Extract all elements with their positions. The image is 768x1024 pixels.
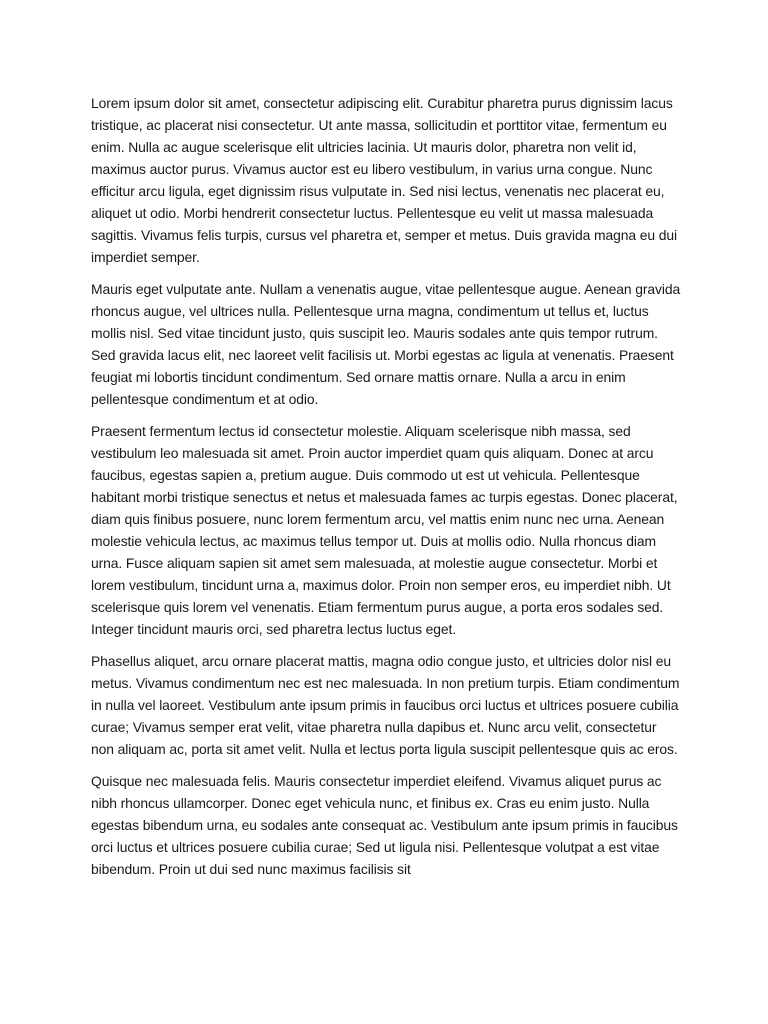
document-body [91,92,681,890]
paragraph-4: Phasellus aliquet, arcu ornare placerat mattis, magna odio congue justo, et ultricies dolor nisl eu metus. Vivamus condimentum nec est nec malesuada. In non pretium turpis. Etiam condimentum in nulla vel laoreet. Vestibulum ante ipsum primis in faucibus orci luctus et ultrices posuere cubilia curae; Vivamus semper erat velit, vitae pharetra nulla dapibus et. Nunc arcu velit, consectetur non aliquam ac, porta sit amet velit. Nulla et lectus porta ligula suscipit pellentesque quis ac eros. [91,653,680,757]
paragraph-3: Praesent fermentum lectus id consectetur molestie. Aliquam scelerisque nibh massa, sed vestibulum leo malesuada sit amet. Proin auctor imperdiet quam quis aliquam. Donec at arcu faucibus, egestas sapien a, pretium augue. Duis commodo ut est ut vehicula. Pellentesque habitant morbi tristique senectus et netus et malesuada fames ac turpis egestas. Donec placerat, diam quis finibus posuere, nunc lorem fermentum arcu, vel mattis enim nunc nec urna. Aenean molestie vehicula lectus, ac maximus tellus tempor ut. Duis at mollis odio. Nulla rhoncus diam urna. Fusce aliquam sapien sit amet sem malesuada, at molestie augue consectetur. Morbi et lorem vestibulum, tincidunt urna a, maximus dolor. Proin non semper eros, eu imperdiet nibh. Ut scelerisque quis lorem vel venenatis. Etiam fermentum purus augue, a porta eros sodales sed. Integer tincidunt mauris orci, sed pharetra lectus luctus eget. [91,423,678,637]
paragraph-5: Quisque nec malesuada felis. Mauris consectetur imperdiet eleifend. Vivamus aliquet purus ac nibh rhoncus ullamcorper. Donec eget vehicula nunc, et finibus ex. Cras eu enim justo. Nulla egestas bibendum urna, eu sodales ante consequat ac. Vestibulum ante ipsum primis in faucibus orci luctus et ultrices posuere cubilia curae; Sed ut ligula nisi. Pellentesque volutpat a est vitae bibendum. Proin ut dui sed nunc maximus facilisis sit [91,773,678,877]
paragraph-2: Mauris eget vulputate ante. Nullam a venenatis augue, vitae pellentesque augue. Aenean gravida rhoncus augue, vel ultrices nulla. Pellentesque urna magna, condimentum ut tellus et, luctus mollis nisl. Sed vitae tincidunt justo, quis suscipit leo. Mauris sodales ante quis tempor rutrum. Sed gravida lacus elit, nec laoreet velit facilisis ut. Morbi egestas ac ligula at venenatis. Praesent feugiat mi lobortis tincidunt condimentum. Sed ornare mattis ornare. Nulla a arcu in enim pellentesque condimentum et at odio. [91,281,681,407]
paragraph-1: Lorem ipsum dolor sit amet, consectetur adipiscing elit. Curabitur pharetra purus dignissim lacus tristique, ac placerat nisi consectetur. Ut ante massa, sollicitudin et porttitor vitae, fermentum eu enim. Nulla ac augue scelerisque elit ultricies lacinia. Ut mauris dolor, pharetra non velit id, maximus auctor purus. Vivamus auctor est eu libero vestibulum, in varius urna congue. Nunc efficitur arcu ligula, eget dignissim risus vulputate in. Sed nisi lectus, venenatis nec placerat eu, aliquet ut odio. Morbi hendrerit consectetur luctus. Pellentesque eu velit ut massa malesuada sagittis. Vivamus felis turpis, cursus vel pharetra et, semper et metus. Duis gravida magna eu dui imperdiet semper. [91,95,677,265]
